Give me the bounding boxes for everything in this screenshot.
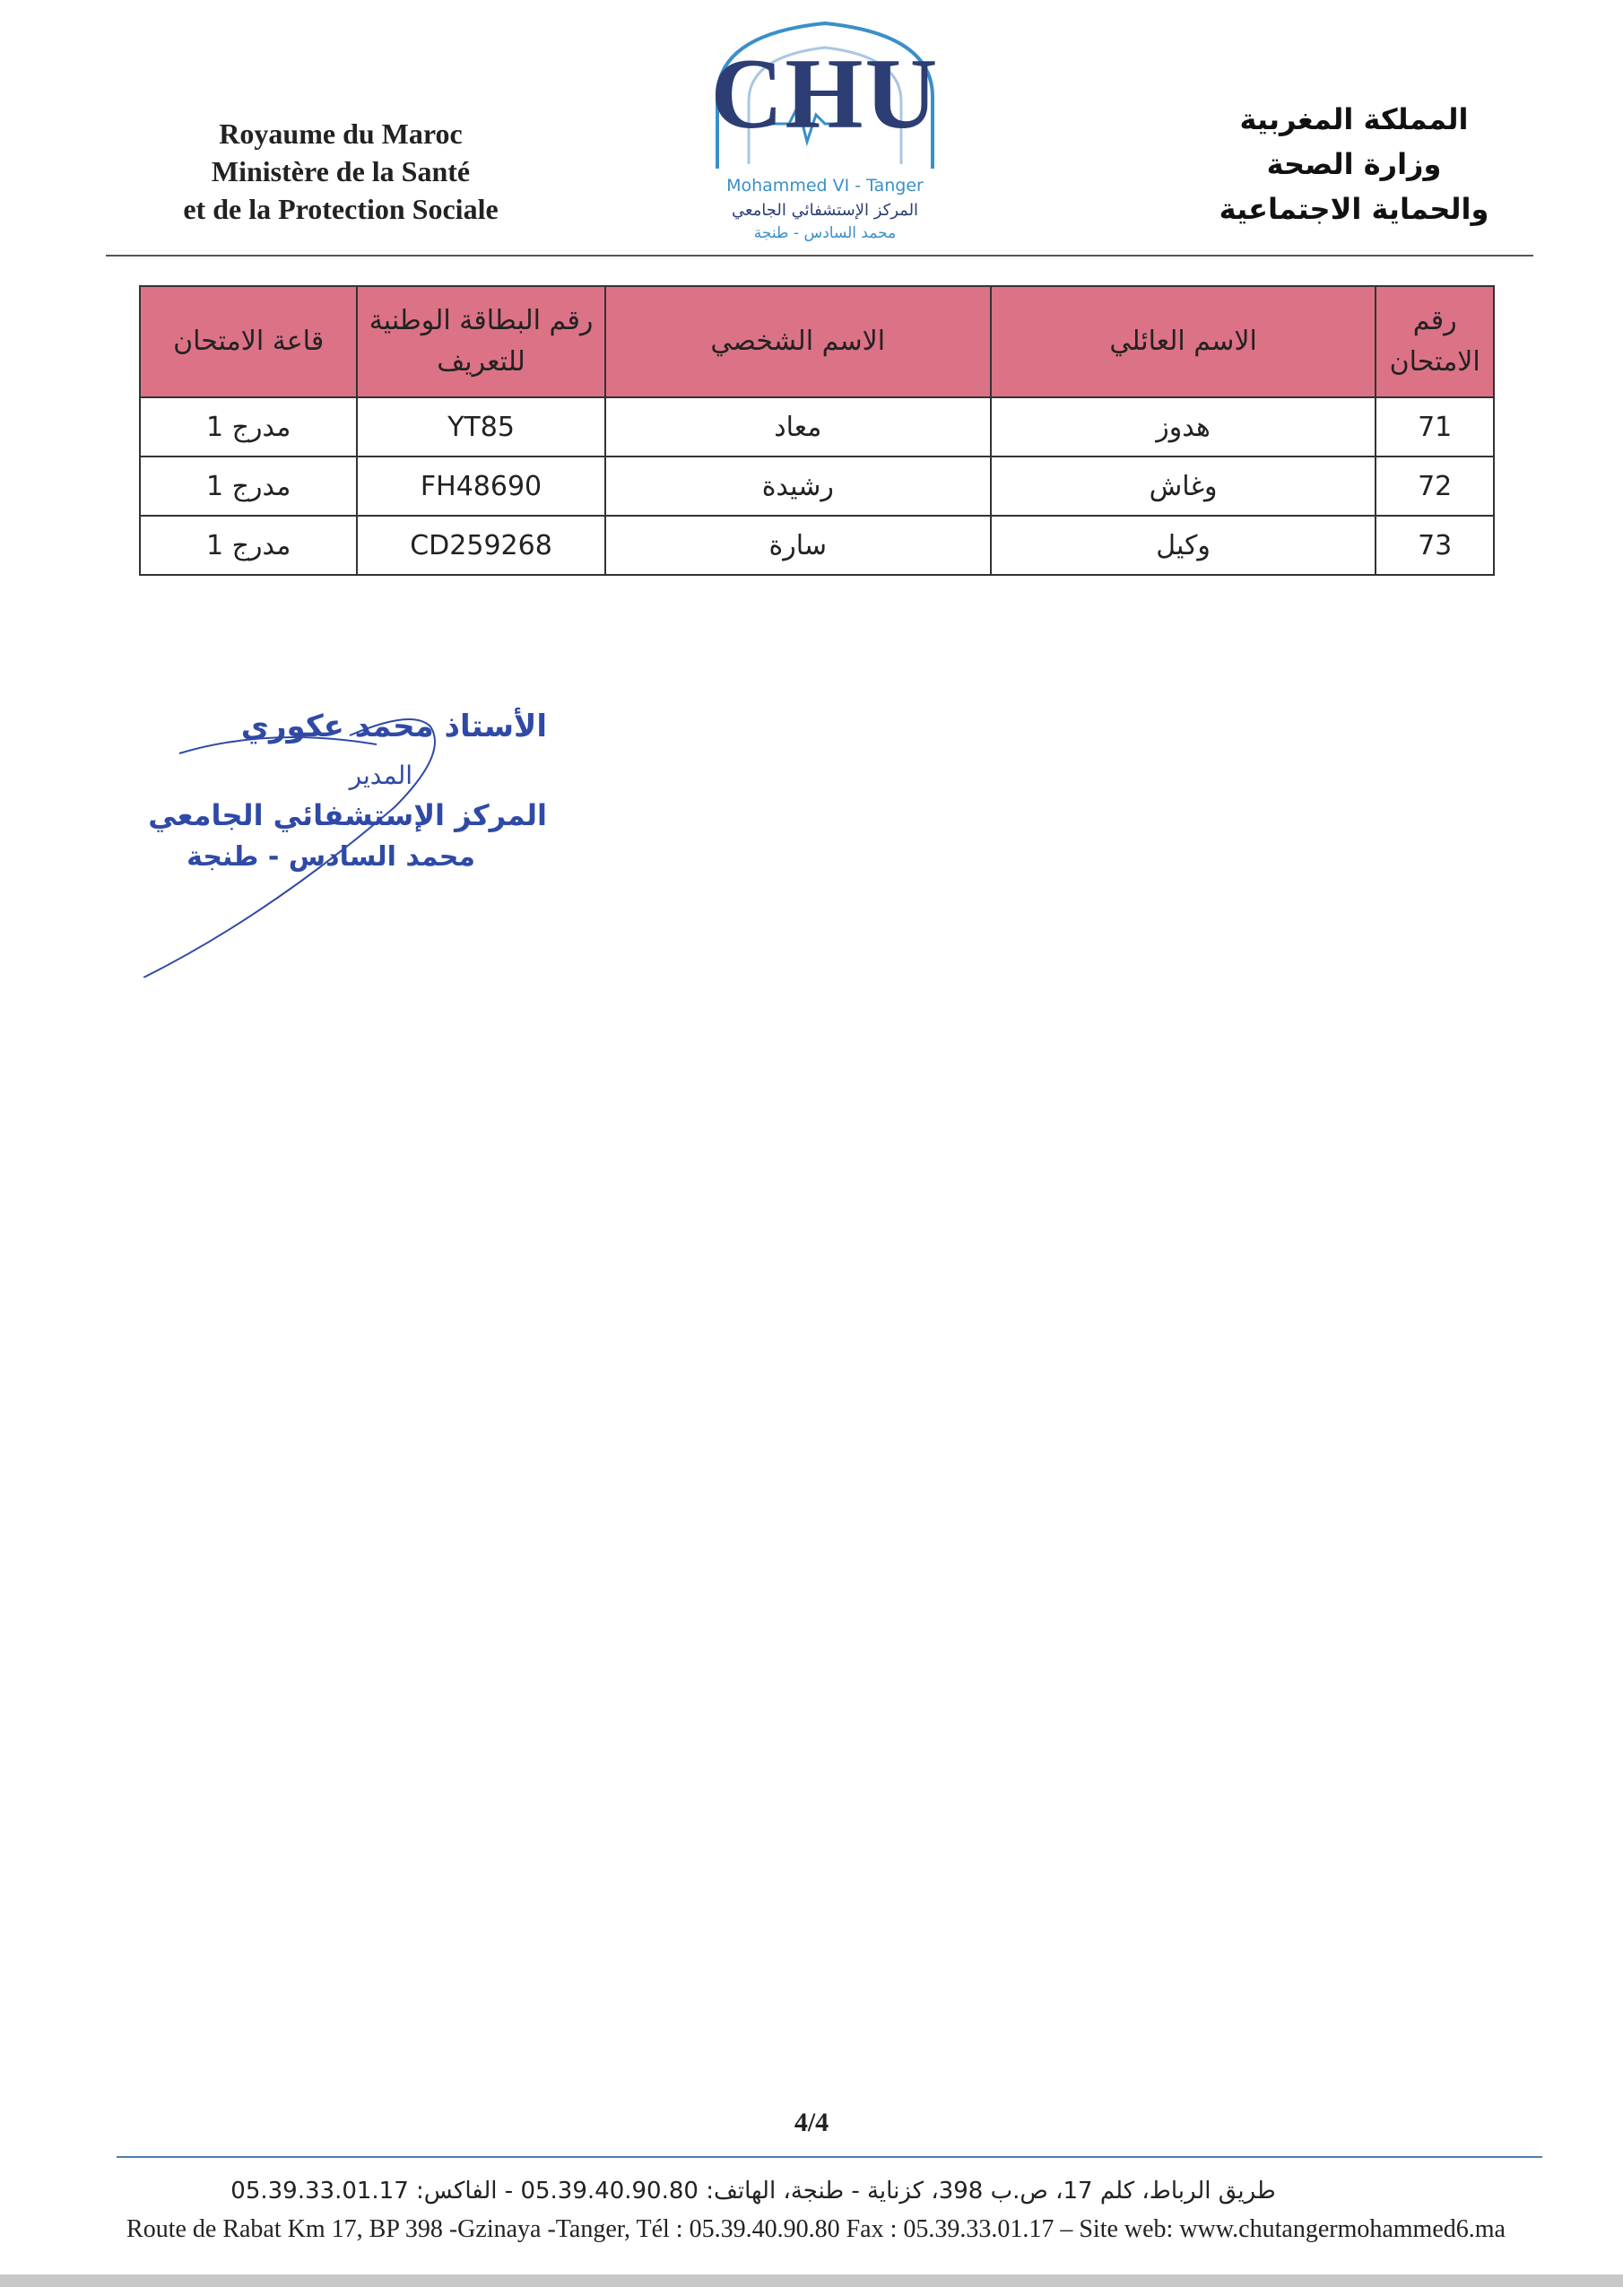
table-row xyxy=(140,516,1494,575)
table-row xyxy=(140,397,1494,457)
results-table xyxy=(139,285,1495,576)
header-french xyxy=(135,115,547,228)
cell-first-name: سارة xyxy=(605,516,991,575)
header-fr-line-2: Ministère de la Santé xyxy=(211,155,471,187)
header-ar-line-2: وزارة الصحة xyxy=(1266,147,1442,181)
header-fr-line-1: Royaume du Maroc xyxy=(219,117,463,150)
header-divider xyxy=(106,255,1533,257)
header-ar-line-1: المملكة المغربية xyxy=(1239,102,1469,136)
header-ar-line-3: والحماية الاجتماعية xyxy=(1219,192,1489,226)
chu-logo xyxy=(681,16,968,249)
logo-subtitle-ar: المركز الإستشفائي الجامعي xyxy=(731,201,919,220)
header-cin: رقم البطاقة الوطنية للتعريف xyxy=(357,286,605,397)
cell-exam-number: 73 xyxy=(1376,516,1494,575)
cell-exam-room: مدرج 1 xyxy=(140,397,357,457)
signature-institution: المركز الإستشفائي الجامعي xyxy=(148,798,547,832)
cell-cin: CD259268 xyxy=(357,516,605,575)
scan-edge xyxy=(0,2274,1623,2287)
cell-family-name: وكيل xyxy=(991,516,1376,575)
cell-exam-number: 71 xyxy=(1376,397,1494,457)
header-exam-number: رقم الامتحان xyxy=(1376,286,1494,397)
signature-city: محمد السادس - طنجة xyxy=(187,841,475,873)
logo-subtitle-fr: Mohammed VI - Tanger xyxy=(726,176,924,196)
footer-address-fr: Route de Rabat Km 17, BP 398 -Gzinaya -Tanger, Tél : 05.39.40.90.80 Fax : 05.39.33.01.17 – Site web: www.chutangermohammed6.ma xyxy=(126,2215,1506,2243)
cell-family-name: هدوز xyxy=(991,397,1376,457)
header-fr-line-3: et de la Protection Sociale xyxy=(183,193,499,225)
header-first-name: الاسم الشخصي xyxy=(605,286,991,397)
table-header-row xyxy=(140,286,1494,397)
logo-mark: CHU xyxy=(710,39,940,150)
cell-exam-room: مدرج 1 xyxy=(140,457,357,516)
footer-divider xyxy=(117,2156,1542,2158)
logo-subtitle-ar-city: محمد السادس - طنجة xyxy=(753,224,897,242)
header-arabic xyxy=(1184,97,1524,231)
signature-title: المدير xyxy=(349,761,412,790)
cell-cin: YT85 xyxy=(357,397,605,457)
cell-family-name: وغاش xyxy=(991,457,1376,516)
cell-cin: FH48690 xyxy=(357,457,605,516)
table-row xyxy=(140,457,1494,516)
cell-exam-room: مدرج 1 xyxy=(140,516,357,575)
header-family-name: الاسم العائلي xyxy=(991,286,1376,397)
cell-first-name: رشيدة xyxy=(605,457,991,516)
director-signature-stamp xyxy=(126,691,547,978)
cell-exam-number: 72 xyxy=(1376,457,1494,516)
page-number: 4/4 xyxy=(794,2108,829,2137)
cell-first-name: معاد xyxy=(605,397,991,457)
footer-address-ar: طريق الرباط، كلم 17، ص.ب 398، كزناية - طنجة، الهاتف: 05.39.40.90.80 - الفاكس: 05.39.33.01.17 xyxy=(230,2178,1276,2205)
signature-name: الأستاذ محمد عكوري xyxy=(240,709,547,744)
header-exam-room: قاعة الامتحان xyxy=(140,286,357,397)
